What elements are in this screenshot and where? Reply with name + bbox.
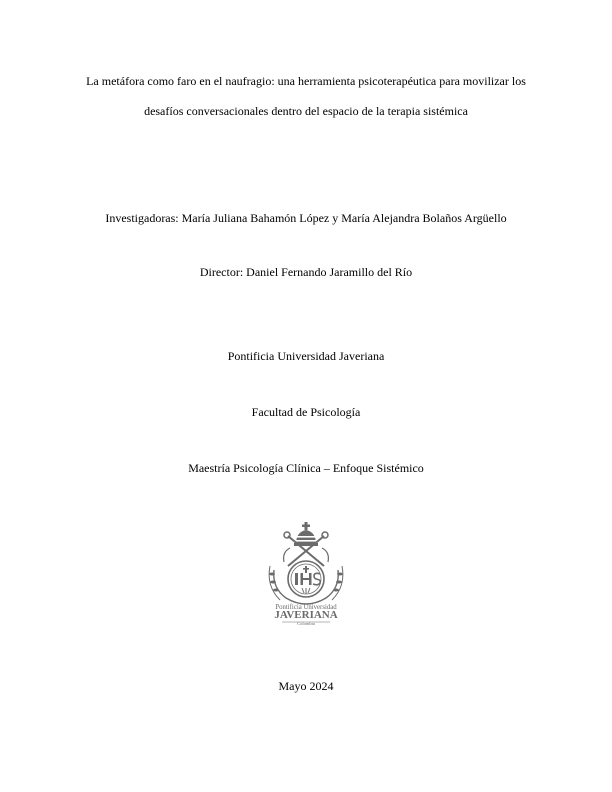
logo-line-1: Pontificia Universidad — [275, 604, 337, 611]
logo-line-2: JAVERIANA — [274, 609, 338, 621]
faculty-name: Facultad de Psicología — [251, 405, 361, 419]
researchers-line: Investigadoras: María Juliana Bahamón López y María Alejandra Bolaños Argüello — [105, 211, 507, 225]
logo-line-3: Colombia — [297, 621, 315, 626]
university-name: Pontificia Universidad Javeriana — [227, 349, 385, 363]
program-name: Maestría Psicología Clínica – Enfoque Sistémico — [188, 461, 424, 475]
title-line-1: La metáfora como faro en el naufragio: una herramienta psicoterapéutica para movilizar los — [86, 74, 526, 88]
university-crest-icon — [262, 522, 350, 626]
title-line-2: desafíos conversacionales dentro del espacio de la terapia sistémica — [144, 104, 468, 118]
date-line: Mayo 2024 — [278, 679, 334, 693]
director-line: Director: Daniel Fernando Jaramillo del Río — [199, 265, 413, 279]
